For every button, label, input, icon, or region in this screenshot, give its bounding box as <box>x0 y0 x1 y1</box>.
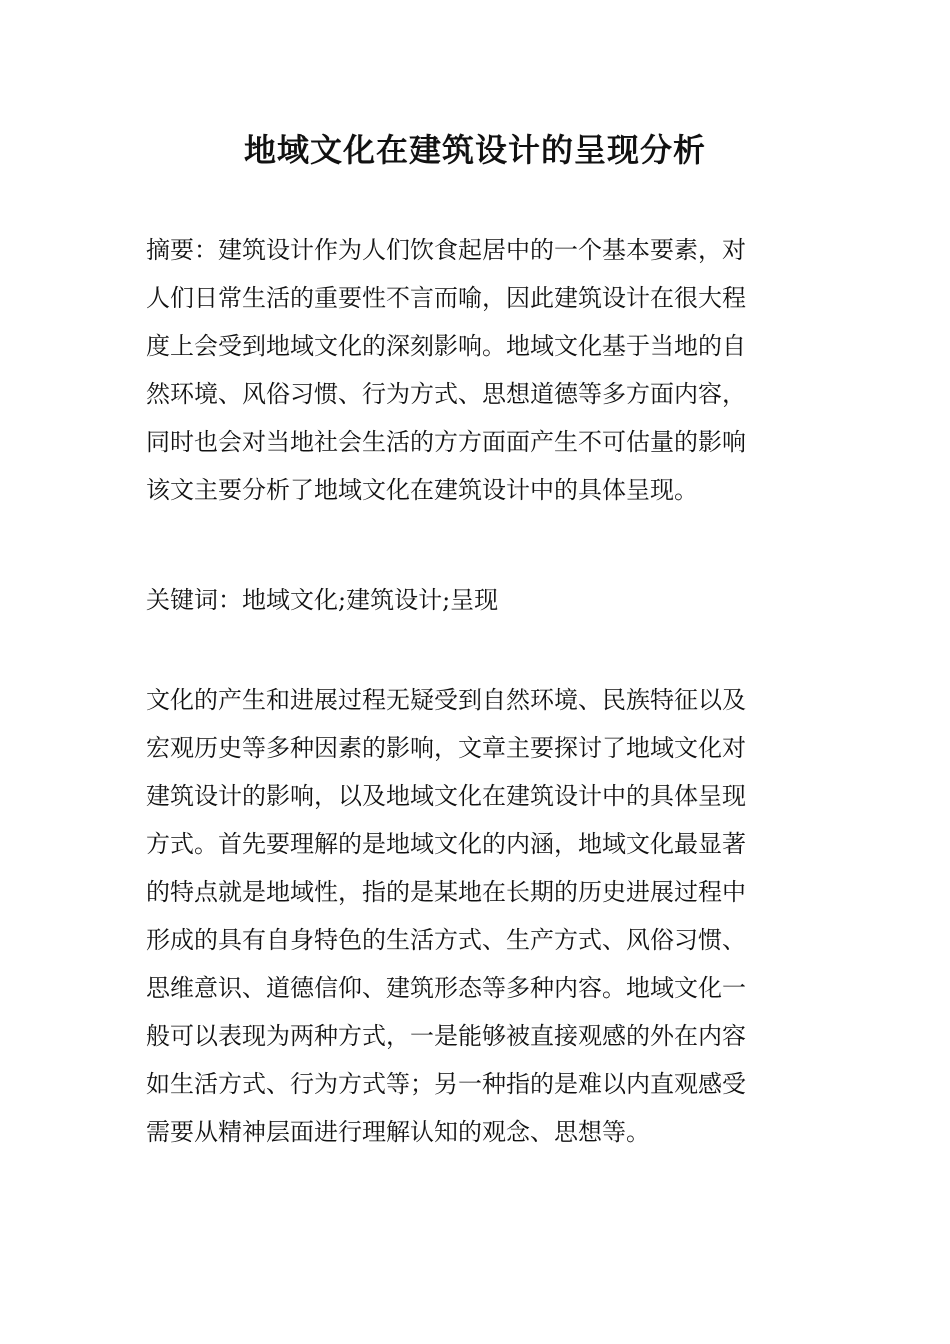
keywords-line: 关键词：地域文化;建筑设计;呈现 <box>146 586 499 614</box>
body-line: 建筑设计的影响，以及地域文化在建筑设计中的具体呈现 <box>146 782 746 810</box>
abstract-line: 摘要：建筑设计作为人们饮食起居中的一个基本要素，对 <box>146 236 746 264</box>
body-line: 方式。首先要理解的是地域文化的内涵，地域文化最显著 <box>146 830 746 858</box>
body-line: 形成的具有自身特色的生活方式、生产方式、风俗习惯、 <box>146 926 746 954</box>
abstract-line: 度上会受到地域文化的深刻影响。地域文化基于当地的自 <box>146 332 746 360</box>
body-paragraph <box>146 676 810 1156</box>
body-line: 的特点就是地域性，指的是某地在长期的历史进展过程中 <box>146 878 746 906</box>
body-line: 般可以表现为两种方式，一是能够被直接观感的外在内容 <box>146 1022 746 1050</box>
body-line: 需要从精神层面进行理解认知的观念、思想等。 <box>146 1118 650 1146</box>
body-line: 宏观历史等多种因素的影响，文章主要探讨了地域文化对 <box>146 734 746 762</box>
abstract-line: 同时也会对当地社会生活的方方面面产生不可估量的影响 <box>146 428 746 456</box>
abstract-line: 该文主要分析了地域文化在建筑设计中的具体呈现。 <box>146 476 698 504</box>
document-title: 地域文化在建筑设计的呈现分析 <box>243 131 706 169</box>
body-line: 如生活方式、行为方式等；另一种指的是难以内直观感受 <box>146 1070 746 1098</box>
abstract-paragraph <box>146 226 810 514</box>
abstract-line: 然环境、风俗习惯、行为方式、思想道德等多方面内容， <box>146 380 746 408</box>
keywords-paragraph <box>146 576 810 624</box>
abstract-line: 人们日常生活的重要性不言而喻，因此建筑设计在很大程 <box>146 284 746 312</box>
body-line: 思维意识、道德信仰、建筑形态等多种内容。地域文化一 <box>146 974 746 1002</box>
body-line: 文化的产生和进展过程无疑受到自然环境、民族特征以及 <box>146 686 746 714</box>
